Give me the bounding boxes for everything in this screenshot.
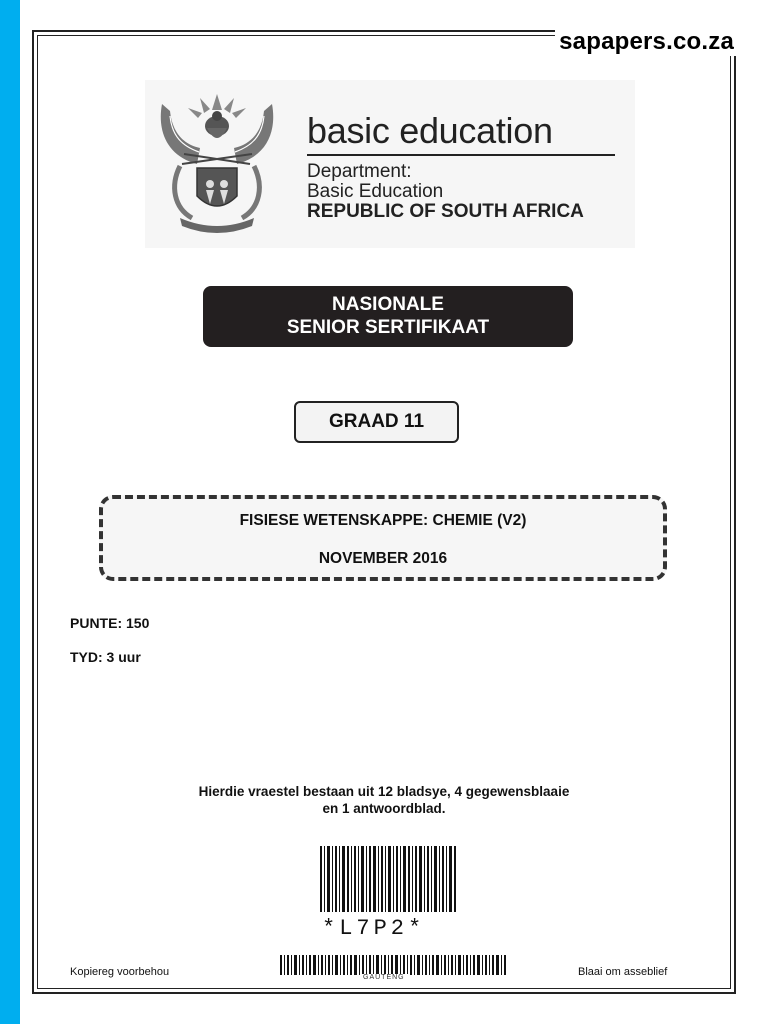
subject-title: FISIESE WETENSKAPPE: CHEMIE (V2) [239, 512, 527, 529]
barcode-code: *L7P2* [322, 916, 426, 941]
brand-underline [307, 154, 615, 156]
department-label: Department: [307, 161, 412, 182]
subject-box [99, 495, 667, 581]
barcode-main-icon [320, 846, 456, 912]
footer-copyright: Kopiereg voorbehou [70, 966, 170, 978]
watermark-site[interactable]: sapapers.co.za [555, 28, 738, 56]
footer-turn-page: Blaai om asseblief [578, 966, 668, 978]
description-line-2: en 1 antwoordblad. [322, 801, 446, 816]
certificate-line-2: SENIOR SERTIFIKAAT [286, 317, 490, 338]
description-line-1: Hierdie vraestel bestaan uit 12 bladsye, 4 gegewensblaaie [198, 784, 570, 799]
certificate-line-1: NASIONALE [332, 294, 444, 315]
grade-badge: GRAAD 11 [294, 401, 459, 443]
time-label: TYD: 3 uur [70, 649, 141, 665]
side-accent-bar [0, 0, 20, 1024]
marks-label: PUNTE: 150 [70, 615, 150, 631]
certificate-banner [203, 286, 573, 347]
country-name: REPUBLIC OF SOUTH AFRICA [307, 201, 584, 222]
brand-title: basic education [307, 110, 553, 151]
barcode-secondary-icon [280, 955, 506, 975]
barcode-region: GAUTENG [360, 974, 408, 981]
exam-date: NOVEMBER 2016 [318, 550, 448, 567]
department-name: Basic Education [307, 181, 444, 202]
coat-of-arms-icon [152, 86, 282, 236]
